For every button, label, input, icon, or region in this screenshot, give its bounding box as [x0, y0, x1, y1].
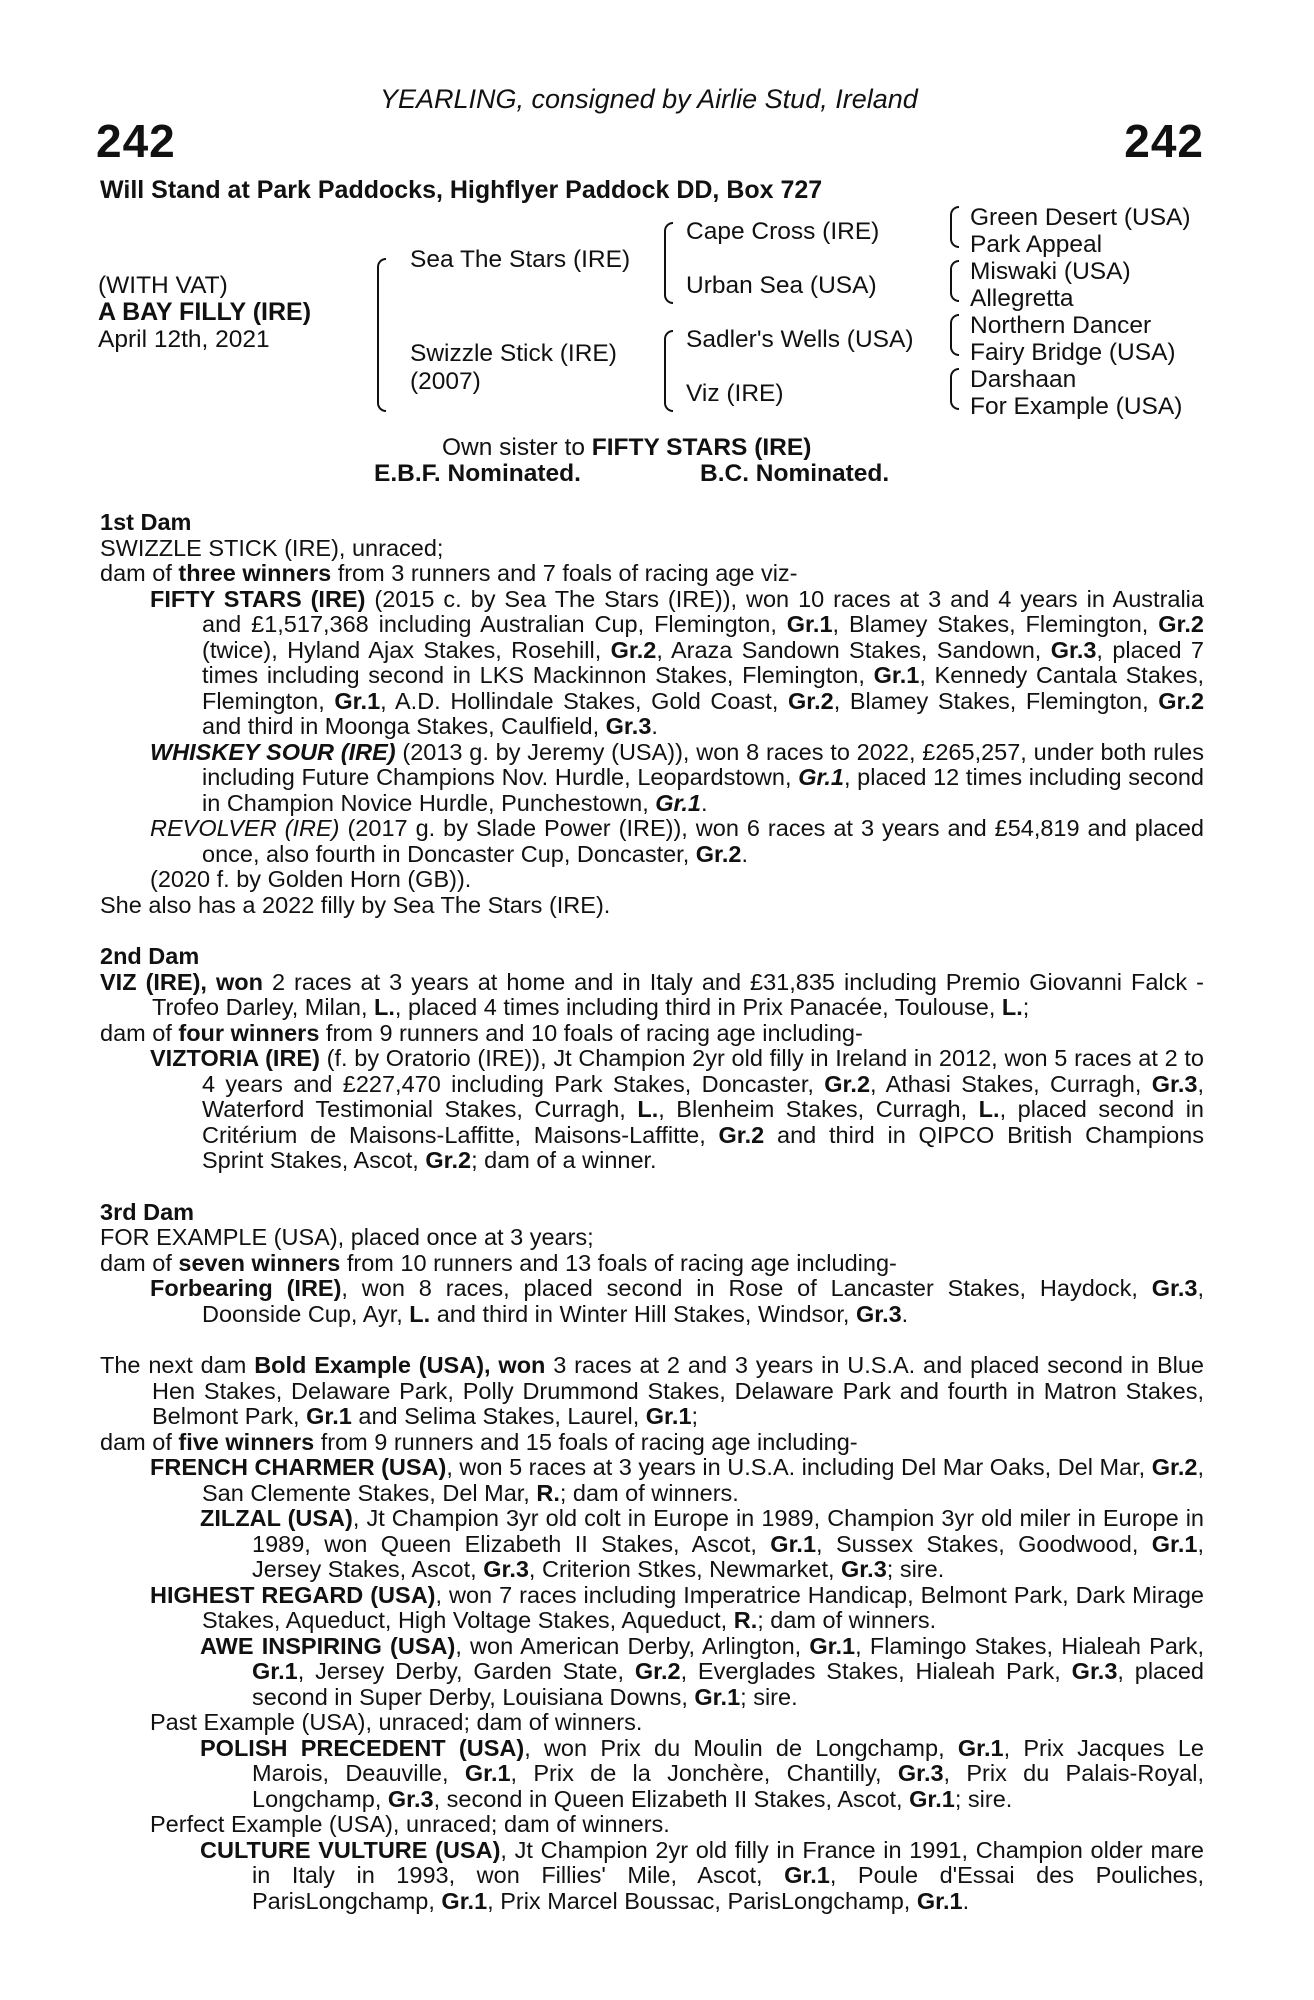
dam4-produce-summary: dam of five winners from 9 runners and 15 foals of racing age including- [100, 1428, 858, 1455]
dam-dam: Viz (IRE) [686, 380, 784, 407]
ebf-nominated: E.B.F. Nominated. [374, 460, 581, 487]
grand-8: For Example (USA) [970, 393, 1183, 420]
progeny-entry: AWE INSPIRING (USA), won American Derby, Arlington, Gr.1, Flamingo Stakes, Hialeah Park, Gr.1, Jersey Derby, Garden State, Gr.2, Everglades Stakes, Hialeah Park, Gr.3, placed second in Super Derby, Louisiana Downs, Gr.1; sire. [200, 1632, 1205, 1710]
pedigree-brace [950, 314, 959, 356]
progeny-entry: VIZTORIA (IRE) (f. by Oratorio (IRE)), Jt Champion 2yr old filly in Ireland in 2012, won 5 races at 2 to 4 years and £227,470 including Park Stakes, Doncaster, Gr.2, Athasi Stakes, Curragh, Gr.3, Waterford Testimonial Stakes, Curragh, L., Blenheim Stakes, Curragh, L., placed second in Critérium de Maisons-Laffitte, Maisons-Laffitte, Gr.2 and third in QIPCO British Champions Sprint Stakes, Ascot, Gr.2; dam of a winner. [150, 1045, 1205, 1173]
sire-dam: Urban Sea (USA) [686, 272, 877, 299]
dam-year: (2007) [410, 368, 481, 395]
pedigree-brace [664, 222, 673, 304]
lot-number-right: 242 [1124, 115, 1204, 167]
own-sister-note [442, 434, 811, 461]
dam1-progeny [100, 587, 1204, 893]
own-sister-prefix: Own sister to [442, 434, 592, 461]
section-heading-3rd-dam: 3rd Dam [100, 1198, 195, 1225]
dam-sire: Sadler's Wells (USA) [686, 326, 914, 353]
pedigree-brace [664, 330, 673, 412]
grand-2: Park Appeal [970, 231, 1103, 258]
progeny-entry: Past Example (USA), unraced; dam of winners. [150, 1709, 643, 1735]
dam2-progeny [100, 1046, 1204, 1174]
progeny-entry: WHISKEY SOUR (IRE) (2013 g. by Jeremy (USA)), won 8 races to 2022, £265,257, under both rules including Future Champions Nov. Hurdle, Leopardstown, Gr.1, placed 12 times including second in Champion Novice Hurdle, Punchestown, Gr.1. [150, 738, 1205, 816]
vat-note: (WITH VAT) [98, 272, 228, 299]
progeny-entry: Perfect Example (USA), unraced; dam of winners. [150, 1811, 670, 1837]
progeny-entry: FRENCH CHARMER (USA), won 5 races at 3 years in U.S.A. including Del Mar Oaks, Del Mar, Gr.2, San Clemente Stakes, Del Mar, R.; dam of winners. [150, 1454, 1204, 1506]
progeny-entry: ZILZAL (USA), Jt Champion 3yr old colt in Europe in 1989, Champion 3yr old miler in Europe in 1989, won Queen Elizabeth II Stakes, Ascot, Gr.1, Sussex Stakes, Goodwood, Gr.1, Jersey Stakes, Ascot, Gr.3, Criterion Stkes, Newmarket, Gr.3; sire. [200, 1505, 1204, 1582]
dam1-also: She also has a 2022 filly by Sea The Stars (IRE). [100, 891, 611, 918]
section-heading-1st-dam: 1st Dam [100, 509, 192, 535]
grand-3: Miswaki (USA) [970, 258, 1131, 285]
horse-name: A BAY FILLY (IRE) [98, 298, 312, 326]
stand-location: Will Stand at Park Paddocks, Highflyer Paddock DD, Box 727 [100, 176, 823, 204]
progeny-entry: Forbearing (IRE), won 8 races, placed second in Rose of Lancaster Stakes, Haydock, Gr.3, Doonside Cup, Ayr, L. and third in Winter Hill Stakes, Windsor, Gr.3. [150, 1275, 1204, 1327]
dam3-progeny [100, 1276, 1204, 1327]
section-heading-2nd-dam: 2nd Dam [100, 943, 200, 969]
progeny-entry: CULTURE VULTURE (USA), Jt Champion 2yr old filly in France in 1991, Champion older mare in Italy in 1993, won Fillies' Mile, Ascot, Gr.1, Poule d'Essai des Pouliches, ParisLongchamp, Gr.1, Prix Marcel Boussac, ParisLongchamp, Gr.1. [200, 1836, 1204, 1914]
progeny-entry: POLISH PRECEDENT (USA), won Prix du Moulin de Longchamp, Gr.1, Prix Jacques Le Marois, Deauville, Gr.1, Prix de la Jonchère, Chantilly, Gr.3, Prix du Palais-Royal, Longchamp, Gr.3, second in Queen Elizabeth II Stakes, Ascot, Gr.1; sire. [200, 1734, 1204, 1812]
dam1-produce-summary: dam of three winners from 3 runners and 7 foals of racing age viz- [100, 560, 798, 586]
grand-7: Darshaan [970, 366, 1077, 393]
progeny-entry: HIGHEST REGARD (USA), won 7 races including Imperatrice Handicap, Belmont Park, Dark Mirage Stakes, Aqueduct, High Voltage Stakes, Aqueduct, R.; dam of winners. [150, 1581, 1204, 1633]
foaling-date: April 12th, 2021 [98, 326, 270, 353]
grand-4: Allegretta [970, 285, 1074, 312]
catalogue-body [100, 510, 1204, 1914]
bc-nominated: B.C. Nominated. [700, 460, 890, 487]
sire-sire: Cape Cross (IRE) [686, 218, 880, 245]
pedigree-brace [950, 368, 959, 410]
dam2-record: VIZ (IRE), won 2 races at 3 years at home and in Italy and £31,835 including Premio Giovanni Falck - Trofeo Darley, Milan, L., placed 4 times including third in Prix Panacée, Toulouse, L.; [100, 968, 1204, 1020]
own-sister-name: FIFTY STARS (IRE) [591, 434, 812, 461]
dam1-intro: SWIZZLE STICK (IRE), unraced; [100, 534, 444, 561]
dam: Swizzle Stick (IRE) [410, 340, 617, 367]
pedigree-brace [950, 260, 959, 302]
pedigree-brace [950, 206, 959, 248]
progeny-entry: (2020 f. by Golden Horn (GB)). [150, 866, 472, 892]
consignment-line: YEARLING, consigned by Airlie Stud, Ireland [380, 84, 918, 114]
next-dam-record: The next dam Bold Example (USA), won 3 races at 2 and 3 years in U.S.A. and placed second in Blue Hen Stakes, Delaware Park, Polly Drummond Stakes, Delaware Park and fourth in Matron Stakes, Belmont Park, Gr.1 and Selima Stakes, Laurel, Gr.1; [100, 1352, 1205, 1429]
grand-1: Green Desert (USA) [970, 204, 1191, 231]
dam3-intro: FOR EXAMPLE (USA), placed once at 3 years; [100, 1224, 594, 1250]
progeny-entry: REVOLVER (IRE) (2017 g. by Slade Power (IRE)), won 6 races at 3 years and £54,819 and placed once, also fourth in Doncaster Cup, Doncaster, Gr.2. [150, 815, 1204, 867]
grand-6: Fairy Bridge (USA) [970, 339, 1176, 366]
grand-5: Northern Dancer [970, 312, 1152, 339]
dam3-produce-summary: dam of seven winners from 10 runners and 13 foals of racing age including- [100, 1249, 897, 1276]
dam4-progeny [100, 1455, 1204, 1914]
progeny-entry: FIFTY STARS (IRE) (2015 c. by Sea The Stars (IRE)), won 10 races at 3 and 4 years in Australia and £1,517,368 including Australian Cup, Flemington, Gr.1, Blamey Stakes, Flemington, Gr.2 (twice), Hyland Ajax Stakes, Rosehill, Gr.2, Araza Sandown Stakes, Sandown, Gr.3, placed 7 times including second in LKS Mackinnon Stakes, Flemington, Gr.1, Kennedy Cantala Stakes, Flemington, Gr.1, A.D. Hollindale Stakes, Gold Coast, Gr.2, Blamey Stakes, Flemington, Gr.2 and third in Moonga Stakes, Caulfield, Gr.3. [150, 585, 1205, 739]
lot-number-left: 242 [96, 115, 176, 167]
dam2-produce-summary: dam of four winners from 9 runners and 10 foals of racing age including- [100, 1019, 863, 1046]
sire: Sea The Stars (IRE) [410, 246, 631, 273]
pedigree-brace [377, 258, 386, 412]
